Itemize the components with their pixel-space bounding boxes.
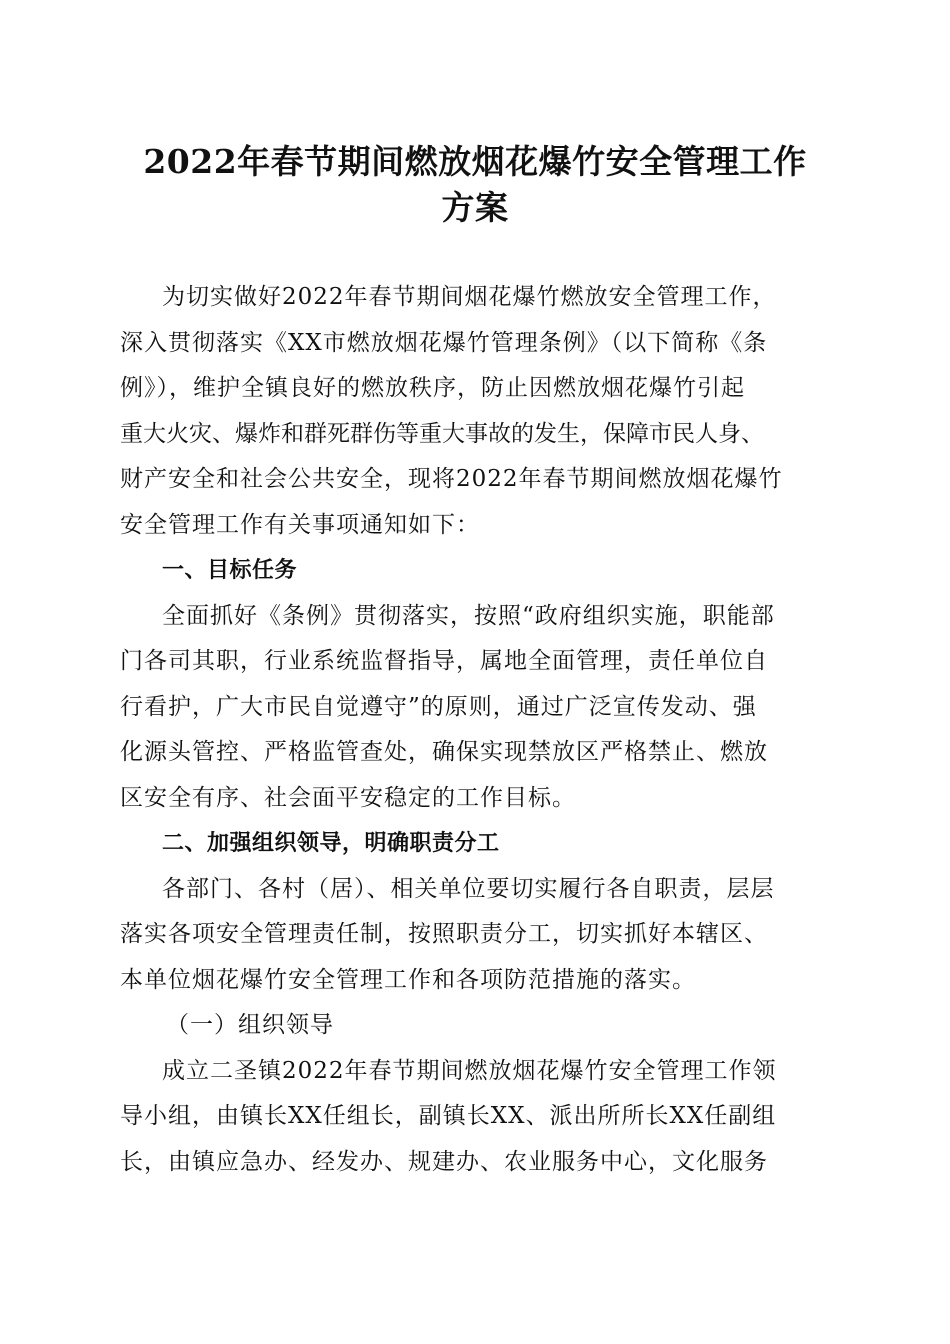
- body-line: 长，由镇应急办、经发办、规建办、农业服务中心，文化服务: [120, 1148, 768, 1175]
- body-line: 行看护，广大市民自觉遵守”的原则，通过广泛宣传发动、强: [120, 693, 757, 720]
- body-line: 门各司其职，行业系统监督指导，属地全面管理，责任单位自: [120, 648, 768, 674]
- document-body: [120, 275, 840, 1185]
- body-line: 财产安全和社会公共安全，现将2022年春节期间燃放烟花爆竹: [120, 466, 783, 492]
- body-line: 本单位烟花爆竹安全管理工作和各项防范措施的落实。: [120, 966, 696, 993]
- body-line: 成立二圣镇2022年春节期间燃放烟花爆竹安全管理工作领: [162, 1057, 777, 1084]
- body-line: 为切实做好2022年春节期间烟花爆竹燃放安全管理工作，: [162, 284, 777, 310]
- section-heading-2: 二、加强组织领导，明确职责分工: [162, 831, 500, 856]
- document-title-line-1: 2022年春节期间燃放烟花爆竹安全管理工作: [143, 142, 807, 181]
- subsection-heading-1: （一）组织领导: [166, 1012, 334, 1038]
- body-line: 深入贯彻落实《XX市燃放烟花爆竹管理条例》（以下简称《条: [120, 329, 768, 356]
- section-heading-1: 一、目标任务: [162, 558, 298, 583]
- body-line: 导小组，由镇长XX任组长，副镇长XX、派出所所长XX任副组: [120, 1103, 777, 1129]
- body-line: 例》），维护全镇良好的燃放秩序，防止因燃放烟花爆竹引起: [120, 375, 745, 401]
- body-line: 全面抓好《条例》贯彻落实，按照“政府组织实施，职能部: [162, 602, 775, 629]
- document-title-line-2: 方案: [441, 188, 509, 227]
- body-line: 重大火灾、爆炸和群死群伤等重大事故的发生，保障市民人身、: [120, 420, 764, 447]
- body-line: 安全管理工作有关事项通知如下：: [120, 511, 480, 538]
- body-line: 区安全有序、社会面平安稳定的工作目标。: [120, 784, 576, 811]
- body-line: 落实各项安全管理责任制，按照职责分工，切实抓好本辖区、: [120, 921, 768, 947]
- body-line: 化源头管控、严格监管查处，确保实现禁放区严格禁止、燃放: [120, 739, 768, 765]
- body-line: 各部门、各村（居）、相关单位要切实履行各自职责，层层: [162, 875, 775, 902]
